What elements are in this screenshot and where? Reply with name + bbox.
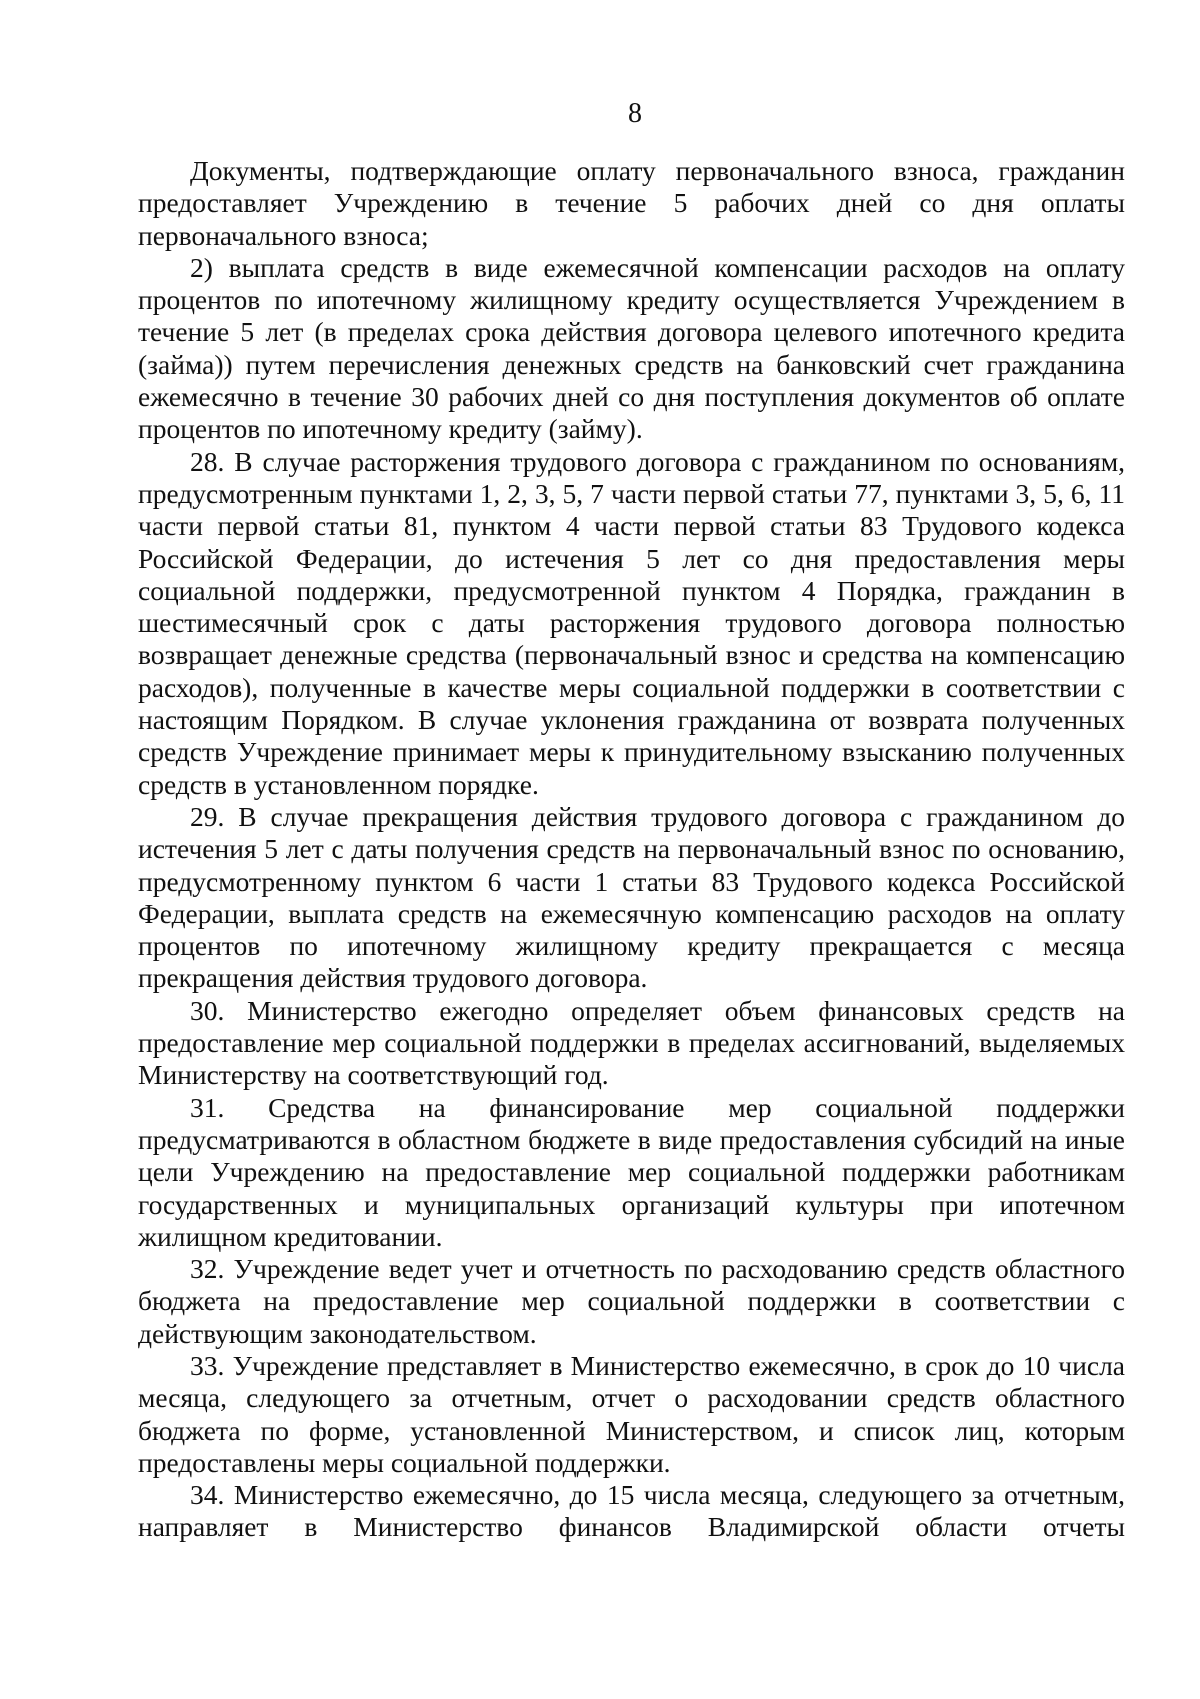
paragraph-33-monthly-report: 33. Учреждение представляет в Министерство ежемесячно, в срок до 10 числа месяца, следующего за отчетным, отчет о расходовании средств областного бюджета по форме, установленной Министерством, и список лиц, которым предоставлены меры социальной поддержки. [138,1349,1125,1478]
paragraph-34-ministry-reports: 34. Министерство ежемесячно, до 15 числа месяца, следующего за отчетным, направляет в Министерство финансов Владимирской области отчеты [138,1479,1125,1543]
paragraph-29-contract-cessation: 29. В случае прекращения действия трудового договора с гражданином до истечения 5 лет с даты получения средств на первоначальный взнос по основанию, предусмотренному пунктом 6 части 1 статьи 83 Трудового кодекса Российской Федерации, выплата средств на ежемесячную компенсацию расходов на оплату процентов по ипотечному жилищному кредиту прекращается с месяца прекращения действия трудового договора. [138,800,1125,994]
paragraph-31-budget-funds: 31. Средства на финансирование мер социальной поддержки предусматриваются в областном бюджете в виде предоставления субсидий на иные цели Учреждению на предоставление мер социальной поддержки работникам государственных и муниципальных организаций культуры при ипотечном жилищном кредитовании. [138,1091,1125,1252]
paragraph-2-monthly-compensation: 2) выплата средств в виде ежемесячной компенсации расходов на оплату процентов по ипотечному жилищному кредиту осуществляется Учреждением в течение 5 лет (в пределах срока действия договора целевого ипотечного кредита (займа)) путем перечисления денежных средств на банковский счет гражданина ежемесячно в течение 30 рабочих дней со дня поступления документов об оплате процентов по ипотечному кредиту (займу). [138,251,1125,445]
paragraph-32-accounting: 32. Учреждение ведет учет и отчетность по расходованию средств областного бюджета на предоставление мер социальной поддержки в соответствии с действующим законодательством. [138,1253,1125,1349]
page-number: 8 [628,98,642,129]
document-body [138,155,1125,1544]
paragraph-30-annual-funding: 30. Министерство ежегодно определяет объем финансовых средств на предоставление мер социальной поддержки в пределах ассигнований, выделяемых Министерству на соответствующий год. [138,994,1125,1091]
paragraph-initial-payment-documents: Документы, подтверждающие оплату первоначального взноса, гражданин предоставляет Учреждению в течение 5 рабочих дней со дня оплаты первоначального взноса; [138,155,1125,251]
paragraph-28-contract-termination: 28. В случае расторжения трудового договора с гражданином по основаниям, предусмотренным пунктами 1, 2, 3, 5, 7 части первой статьи 77, пунктами 3, 5, 6, 11 части первой статьи 81, пунктом 4 части первой статьи 83 Трудового кодекса Российской Федерации, до истечения 5 лет со дня предоставления меры социальной поддержки, предусмотренной пунктом 4 Порядка, гражданин в шестимесячный срок с даты расторжения трудового договора полностью возвращает денежные средства (первоначальный взнос и средства на компенсацию расходов), полученные в качестве меры социальной поддержки в соответствии с настоящим Порядком. В случае уклонения гражданина от возврата полученных средств Учреждение принимает меры к принудительному взысканию полученных средств в установленном порядке. [138,445,1125,800]
